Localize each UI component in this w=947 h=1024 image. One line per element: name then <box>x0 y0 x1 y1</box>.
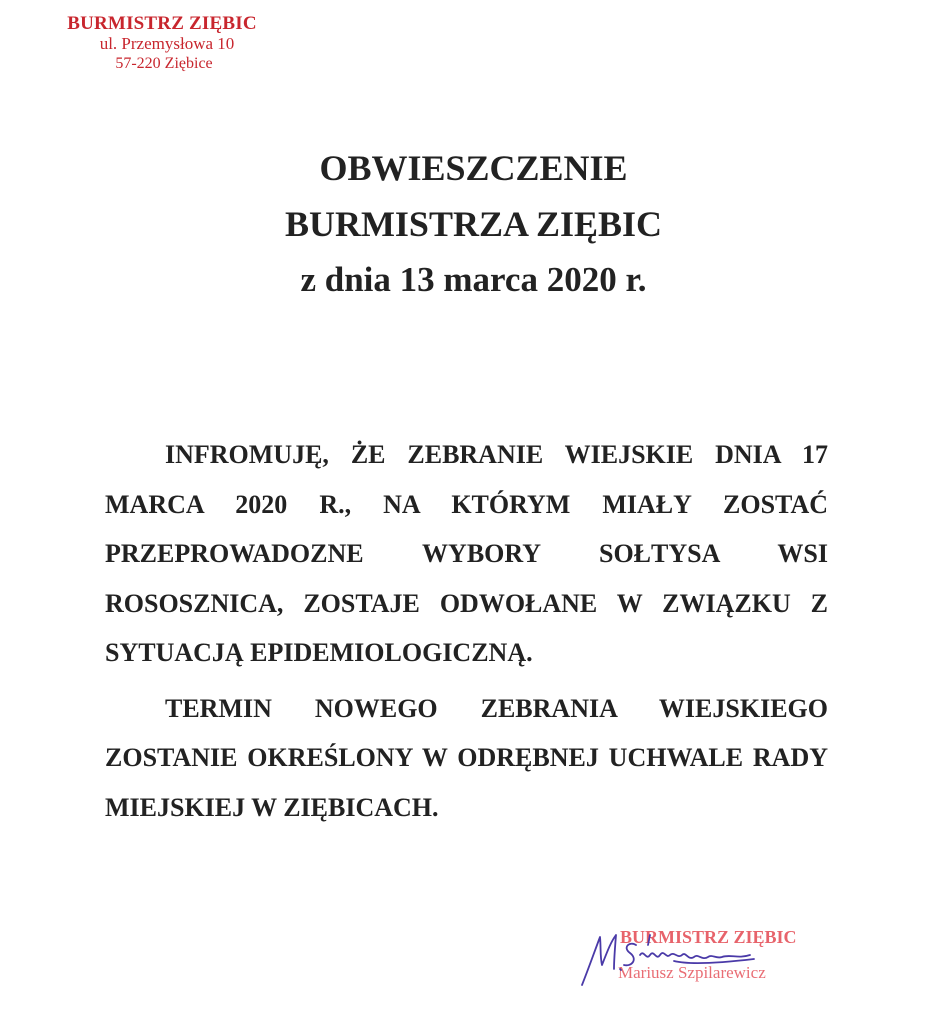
signature-stamp-title: BURMISTRZ ZIĘBIC <box>620 927 797 947</box>
signature-block <box>570 925 797 995</box>
signature-stamp-name: Mariusz Szpilarewicz <box>618 963 766 982</box>
handwritten-signature <box>570 925 790 995</box>
title-date: z dnia 13 marca 2020 r. <box>300 260 647 299</box>
title-issuer: BURMISTRZA ZIĘBIC <box>284 204 663 244</box>
announcement-body <box>105 430 828 832</box>
stamp-office-name: BURMISTRZ ZIĘBIC <box>67 13 257 34</box>
header-stamp <box>60 14 280 74</box>
announcement-paragraph-2: TERMIN NOWEGO ZEBRANIA WIEJSKIEGO ZOSTANIE OKREŚLONY W ODRĘBNEJ UCHWALE RADY MIEJSKIEJ W ZIĘBICACH. <box>105 693 828 822</box>
title-heading: OBWIESZCZENIE <box>319 148 628 188</box>
stamp-street-address: ul. Przemysłowa 10 <box>99 34 235 53</box>
document-title <box>0 140 947 308</box>
announcement-paragraph-1: INFROMUJĘ, ŻE ZEBRANIE WIEJSKIE DNIA 17 MARCA 2020 R., NA KTÓRYM MIAŁY ZOSTAĆ PRZEPROWADOZNE WYBORY SOŁTYSA WSI ROSOSZNICA, ZOSTAJE ODWOŁANE W ZWIĄZKU Z SYTUACJĄ EPIDEMIOLOGICZNĄ. <box>105 440 828 667</box>
stamp-postal-city: 57-220 Ziębice <box>115 55 213 72</box>
